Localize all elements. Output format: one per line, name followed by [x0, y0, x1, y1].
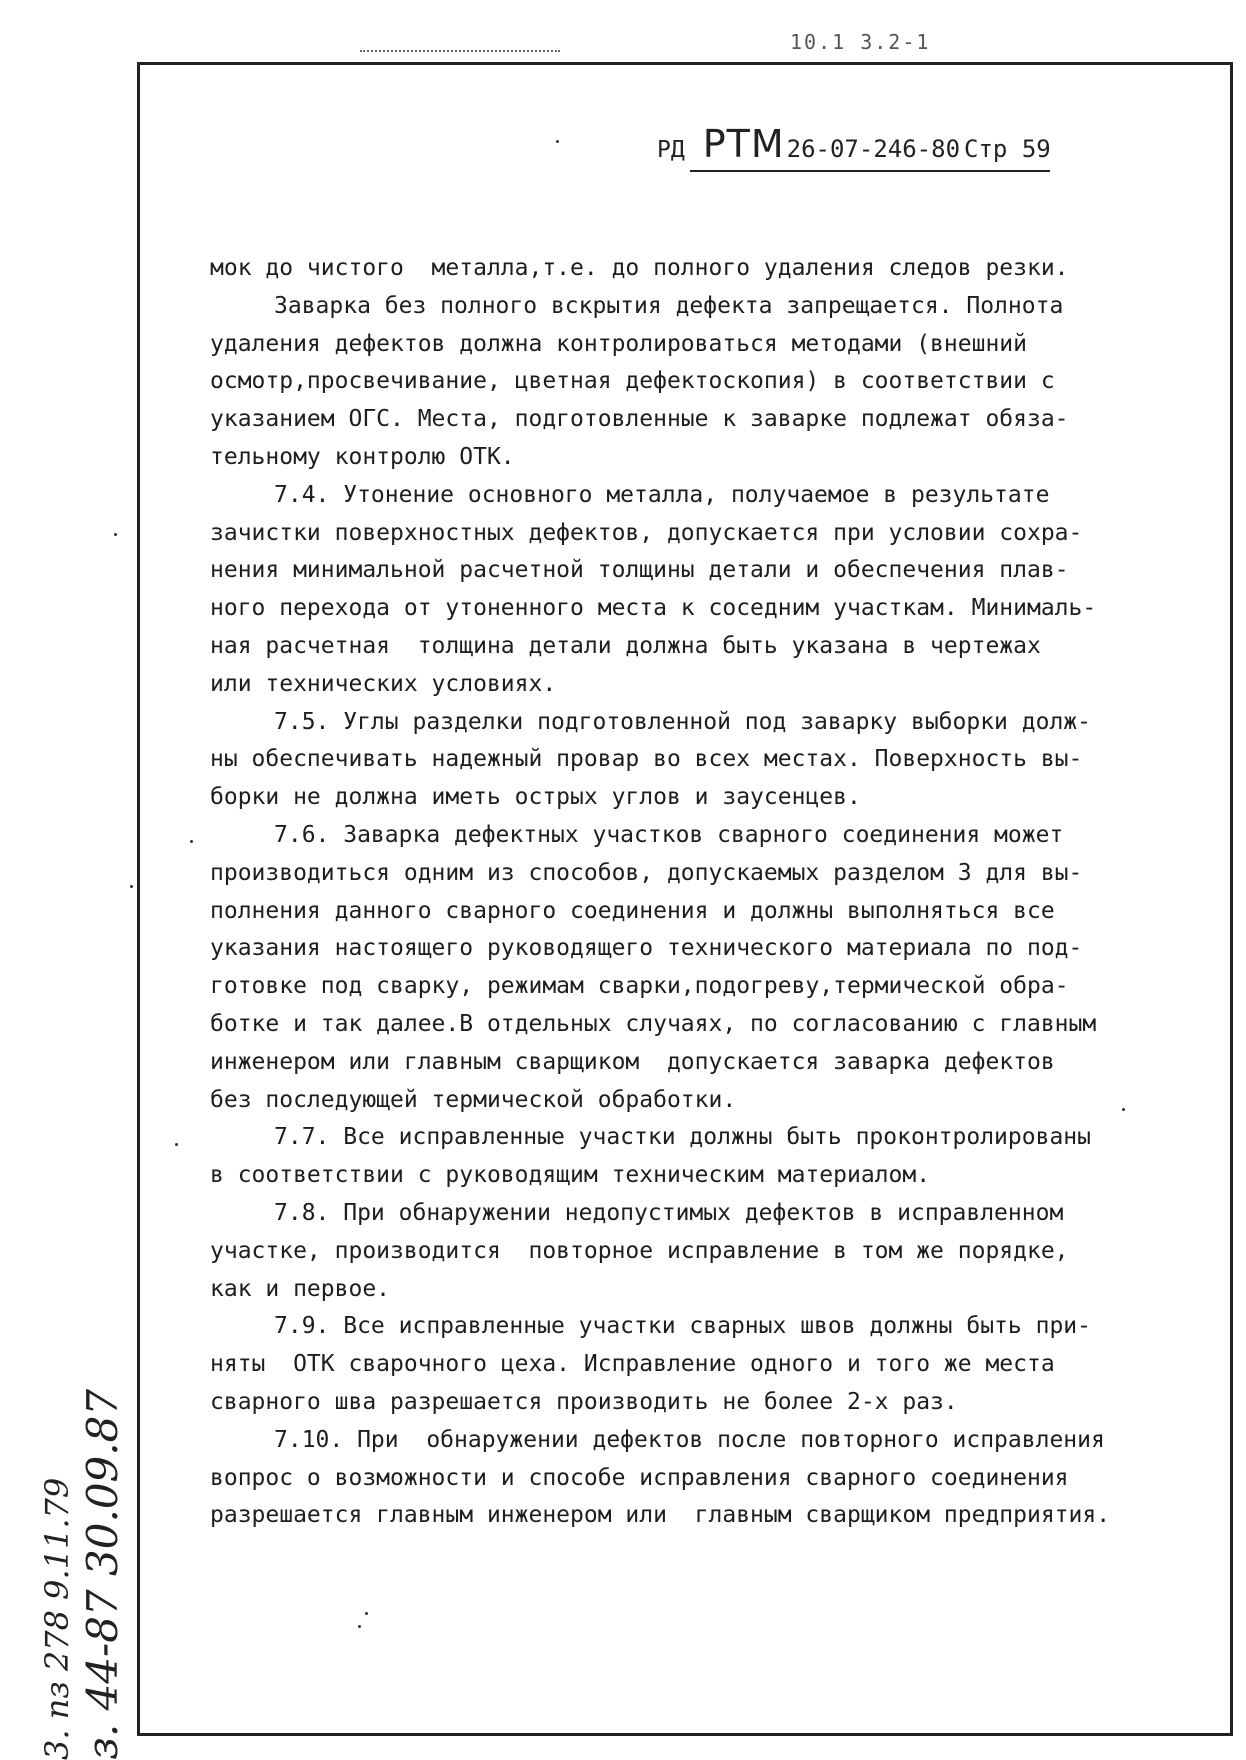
body-text-line: мок до чистого металла,т.е. до полного удаления следов резки. [210, 255, 1069, 281]
body-text-line: 7.4. Утонение основного металла, получаемое в результате [274, 481, 1050, 508]
body-text-line: или технических условиях. [210, 670, 557, 697]
body-text-line: 7.7. Все исправленные участки должны быть проконтролированы [274, 1124, 1091, 1151]
body-text-line: производиться одним из способов, допускаемых разделом 3 для вы- [210, 859, 1083, 886]
scan-speck [365, 1612, 368, 1615]
body-text-line: ная расчетная толщина детали должна быть указана в чертежах [210, 632, 1041, 659]
body-text-line: 7.8. При обнаружении недопустимых дефектов в исправленном [274, 1199, 1064, 1226]
header-page-number: Стр 59 [964, 135, 1051, 163]
body-text-line: готовке под сварку, режимам сварки,подогреву,термической обра- [210, 973, 1069, 1000]
scan-speck [1122, 1108, 1125, 1111]
body-text [210, 250, 1220, 1535]
body-text-line: 7.5. Углы разделки подготовленной под заварку выборки долж- [274, 708, 1091, 735]
top-dotted-mark [360, 50, 560, 52]
margin-note-line-1: 3. пз 278 9.11.79 [38, 1477, 76, 1760]
body-text-line: Заварка без полного вскрытия дефекта запрещается. Полнота [274, 292, 1064, 319]
body-text-line: 7.10. При обнаружении дефектов после повторного исправления [274, 1426, 1105, 1453]
body-text-line: полнения данного сварного соединения и должны выполняться все [210, 897, 1055, 924]
margin-handwritten-note [38, 1380, 178, 1760]
body-text-line: удаления дефектов должна контролироваться методами (внешний [210, 330, 1027, 357]
scan-speck [114, 533, 117, 536]
body-text-line: участке, производится повторное исправление в том же порядке, [210, 1237, 1069, 1264]
body-text-line: инженером или главным сварщиком допускается заварка дефектов [210, 1048, 1055, 1075]
scan-speck [175, 1143, 178, 1146]
scan-speck [556, 140, 559, 143]
scan-speck [130, 885, 133, 888]
body-text-line: указанием ОГС. Места, подготовленные к заварке подлежат обяза- [210, 406, 1069, 433]
scan-speck [358, 1625, 361, 1628]
body-text-line: 7.9. Все исправленные участки сварных швов должны быть при- [274, 1313, 1091, 1340]
top-stamp: 10.1 3.2-1 [790, 30, 931, 54]
body-text-line: без последующей термической обработки. [210, 1086, 737, 1113]
document-header [657, 122, 1051, 166]
body-text-line: тельному контролю ОТК. [210, 443, 515, 470]
body-text-line: осмотр,просвечивание, цветная дефектоскопия) в соответствии с [210, 368, 1055, 395]
scan-speck [190, 840, 193, 843]
body-text-line: няты ОТК сварочного цеха. Исправление одного и того же места [210, 1351, 1055, 1378]
body-text-line: ны обеспечивать надежный провар во всех местах. Поверхность вы- [210, 746, 1083, 773]
body-text-line: как и первое. [210, 1275, 391, 1302]
body-text-line: 7.6. Заварка дефектных участков сварного соединения может [274, 821, 1064, 848]
header-doc-code: РТМ [702, 122, 785, 166]
body-text-line: вопрос о возможности и способе исправления сварного соединения [210, 1464, 1069, 1491]
header-doc-number: 26-07-246-80 [786, 135, 961, 163]
body-text-line: разрешается главным инженером или главным сварщиком предприятия. [210, 1502, 1111, 1529]
body-text-line: указания настоящего руководящего технического материала по под- [210, 935, 1083, 962]
body-text-line: ботке и так далее.В отдельных случаях, по согласованию с главным [210, 1010, 1097, 1037]
body-text-line: в соответствии с руководящим техническим материалом. [210, 1162, 931, 1189]
body-text-line: борки не должна иметь острых углов и заусенцев. [210, 784, 861, 811]
body-text-line: зачистки поверхностных дефектов, допускается при условии сохра- [210, 519, 1083, 546]
body-text-line: сварного шва разрешается производить не более 2-х раз. [210, 1388, 958, 1415]
header-prefix: РД [657, 137, 685, 163]
header-underline [690, 170, 1050, 172]
body-text-line: ного перехода от утоненного места к соседним участкам. Минималь- [210, 595, 1097, 622]
body-text-line: нения минимальной расчетной толщины детали и обеспечения плав- [210, 557, 1069, 584]
margin-note-line-2: з. 44-87 30.09.87 [78, 1388, 127, 1760]
